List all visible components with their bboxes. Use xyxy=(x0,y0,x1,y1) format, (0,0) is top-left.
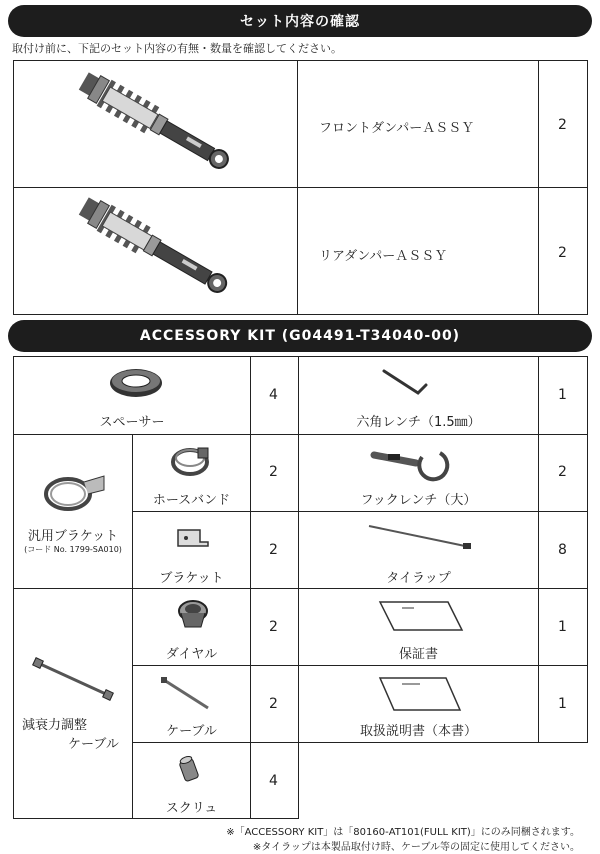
manual-icon xyxy=(370,674,466,714)
hook-wrench-icon xyxy=(370,445,446,483)
divider xyxy=(13,60,14,315)
set-item-qty: 2 xyxy=(558,245,567,261)
divider xyxy=(13,588,588,589)
hook-wrench-qty: 2 xyxy=(558,464,567,480)
divider xyxy=(13,314,588,315)
set-item-name: フロントダンパーＡＳＳＹ xyxy=(319,121,475,136)
hex-wrench-label: 六角レンチ（1.5㎜） xyxy=(356,415,481,430)
rear-damper-icon xyxy=(70,195,250,305)
screw-icon xyxy=(178,754,206,784)
divider xyxy=(297,60,298,315)
kit-title: ACCESSORY KIT (G04491-T34040-00) xyxy=(139,328,461,344)
cable-qty: 2 xyxy=(269,696,278,712)
cable-icon xyxy=(160,676,214,712)
hex-wrench-icon xyxy=(380,365,430,397)
spacer-qty: 4 xyxy=(269,387,278,403)
divider xyxy=(13,60,588,61)
divider xyxy=(538,356,539,743)
hook-wrench-label: フックレンチ（大） xyxy=(360,493,477,508)
adjust-cable-label-2: ケーブル xyxy=(68,737,119,752)
bracket-qty: 2 xyxy=(269,542,278,558)
front-damper-icon xyxy=(70,70,250,180)
screw-qty: 4 xyxy=(269,773,278,789)
set-item-qty: 2 xyxy=(558,117,567,133)
tie-wrap-icon xyxy=(365,522,475,552)
manual-label: 取扱説明書（本書） xyxy=(359,724,477,739)
divider xyxy=(587,60,588,315)
divider xyxy=(298,742,588,743)
tie-wrap-label: タイラップ xyxy=(386,571,451,586)
spacer-label: スペーサー xyxy=(99,415,165,430)
section-header-set xyxy=(8,5,592,37)
divider xyxy=(13,818,298,819)
bracket-label: ブラケット xyxy=(159,571,224,586)
divider xyxy=(538,60,539,315)
divider xyxy=(132,742,298,743)
bracket-icon xyxy=(176,526,210,548)
divider xyxy=(13,187,588,188)
dial-qty: 2 xyxy=(269,619,278,635)
section-header-kit xyxy=(8,320,592,352)
dial-icon xyxy=(175,597,211,631)
warranty-qty: 1 xyxy=(558,619,567,635)
cable-label: ケーブル xyxy=(166,724,217,739)
spacer-icon xyxy=(108,367,164,399)
screw-label: スクリュ xyxy=(165,801,218,816)
warranty-icon xyxy=(370,598,466,634)
divider xyxy=(13,356,588,357)
universal-bracket-icon xyxy=(42,470,108,516)
section-title: セット内容の確認 xyxy=(240,14,360,30)
tie-wrap-qty: 8 xyxy=(558,542,567,558)
divider xyxy=(587,356,588,743)
adjust-cable-label-1: 減衰力調整 xyxy=(22,718,88,733)
warranty-label: 保証書 xyxy=(398,647,438,662)
note-2: ※タイラップは本製品取付け時、ケーブル等の固定に使用してください。 xyxy=(252,842,580,853)
universal-bracket-code: (コード No. 1799-SA010) xyxy=(24,545,122,554)
universal-bracket-label: 汎用ブラケット xyxy=(27,529,119,544)
manual-qty: 1 xyxy=(558,696,567,712)
intro-text: 取付け前に、下記のセット内容の有無・数量を確認してください。 xyxy=(12,42,342,55)
hex-wrench-qty: 1 xyxy=(558,387,567,403)
divider xyxy=(250,356,251,819)
divider xyxy=(132,511,588,512)
hose-band-icon xyxy=(170,444,214,478)
adjust-cable-icon xyxy=(32,657,116,701)
divider xyxy=(13,434,588,435)
hose-band-qty: 2 xyxy=(269,464,278,480)
dial-label: ダイヤル xyxy=(165,647,218,662)
set-item-name: リアダンパーＡＳＳＹ xyxy=(319,249,448,264)
note-1: ※「ACCESSORY KIT」は「80160-AT101(FULL KIT)」にのみ同梱されます。 xyxy=(226,827,580,838)
hose-band-label: ホースバンド xyxy=(152,493,231,508)
divider xyxy=(132,665,588,666)
